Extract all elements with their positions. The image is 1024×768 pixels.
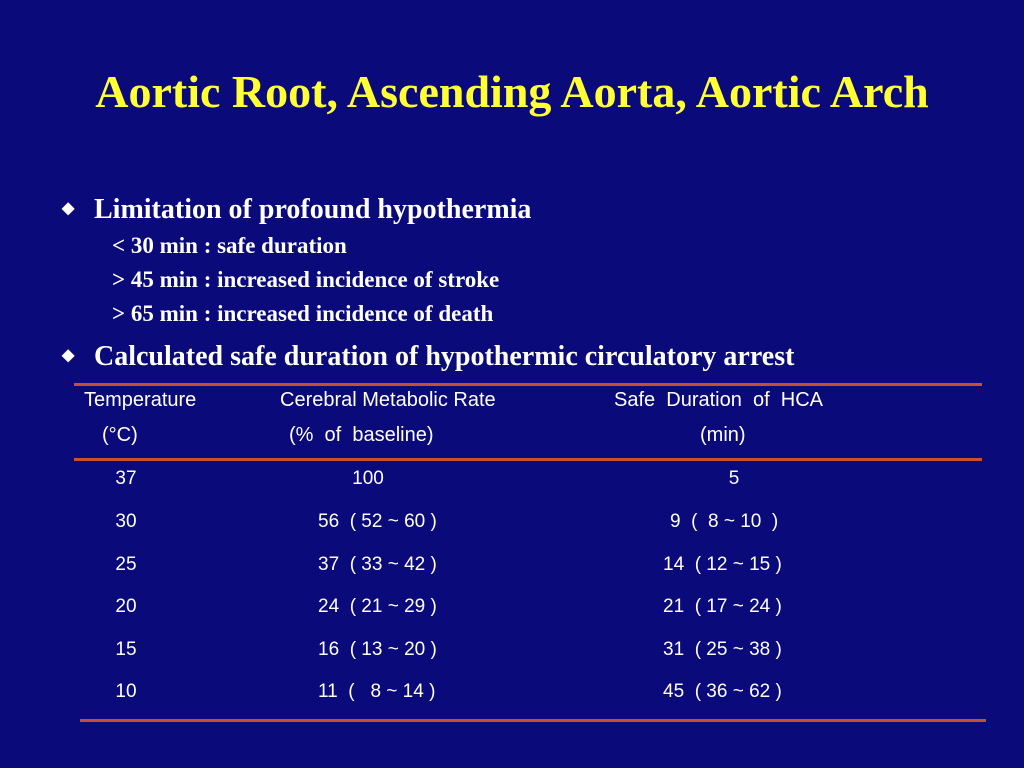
cell-cerebral-metabolic-rate: 16 ( 13 ~ 20 ) bbox=[318, 639, 437, 660]
bullet-item bbox=[62, 192, 531, 227]
cell-temperature: 30 bbox=[115, 511, 137, 532]
cell-safe-duration: 5 bbox=[728, 468, 740, 489]
header-cerebral-metabolic-rate: Cerebral Metabolic Rate bbox=[280, 389, 496, 411]
cell-cerebral-metabolic-rate: 24 ( 21 ~ 29 ) bbox=[318, 596, 437, 617]
table-header-rule bbox=[74, 458, 982, 461]
header-temperature: Temperature bbox=[84, 389, 197, 411]
cell-temperature: 20 bbox=[115, 596, 137, 617]
table-top-rule bbox=[74, 383, 982, 386]
cell-cerebral-metabolic-rate: 100 bbox=[352, 468, 384, 489]
cell-safe-duration: 9 ( 8 ~ 10 ) bbox=[670, 511, 779, 532]
cell-cerebral-metabolic-rate: 37 ( 33 ~ 42 ) bbox=[318, 554, 437, 575]
cell-safe-duration: 21 ( 17 ~ 24 ) bbox=[663, 596, 782, 617]
sub-bullet-text: > 65 min : increased incidence of death bbox=[112, 301, 494, 326]
slide-title: Aortic Root, Ascending Aorta, Aortic Arch bbox=[95, 66, 929, 117]
sub-bullet-text: > 45 min : increased incidence of stroke bbox=[112, 267, 500, 292]
diamond-bullet-icon: ◆ bbox=[62, 200, 75, 217]
table-bottom-rule bbox=[80, 719, 986, 722]
cell-temperature: 37 bbox=[115, 468, 137, 489]
bullet-text: Limitation of profound hypothermia bbox=[94, 194, 532, 225]
header-cerebral-metabolic-rate-unit: (% of baseline) bbox=[289, 424, 434, 446]
cell-safe-duration: 31 ( 25 ~ 38 ) bbox=[663, 639, 782, 660]
header-safe-duration-unit: (min) bbox=[700, 424, 746, 446]
header-safe-duration: Safe Duration of HCA bbox=[614, 389, 823, 411]
cell-safe-duration: 14 ( 12 ~ 15 ) bbox=[663, 554, 782, 575]
diamond-bullet-icon: ◆ bbox=[62, 347, 75, 364]
cell-temperature: 25 bbox=[115, 554, 137, 575]
cell-safe-duration: 45 ( 36 ~ 62 ) bbox=[663, 681, 782, 702]
sub-bullet-text: < 30 min : safe duration bbox=[112, 233, 347, 258]
cell-temperature: 15 bbox=[115, 639, 137, 660]
header-temperature-unit: (°C) bbox=[102, 424, 138, 446]
cell-cerebral-metabolic-rate: 11 ( 8 ~ 14 ) bbox=[318, 681, 436, 702]
cell-temperature: 10 bbox=[115, 681, 137, 702]
bullet-item bbox=[62, 339, 794, 374]
bullet-text: Calculated safe duration of hypothermic circulatory arrest bbox=[94, 341, 795, 372]
cell-cerebral-metabolic-rate: 56 ( 52 ~ 60 ) bbox=[318, 511, 437, 532]
